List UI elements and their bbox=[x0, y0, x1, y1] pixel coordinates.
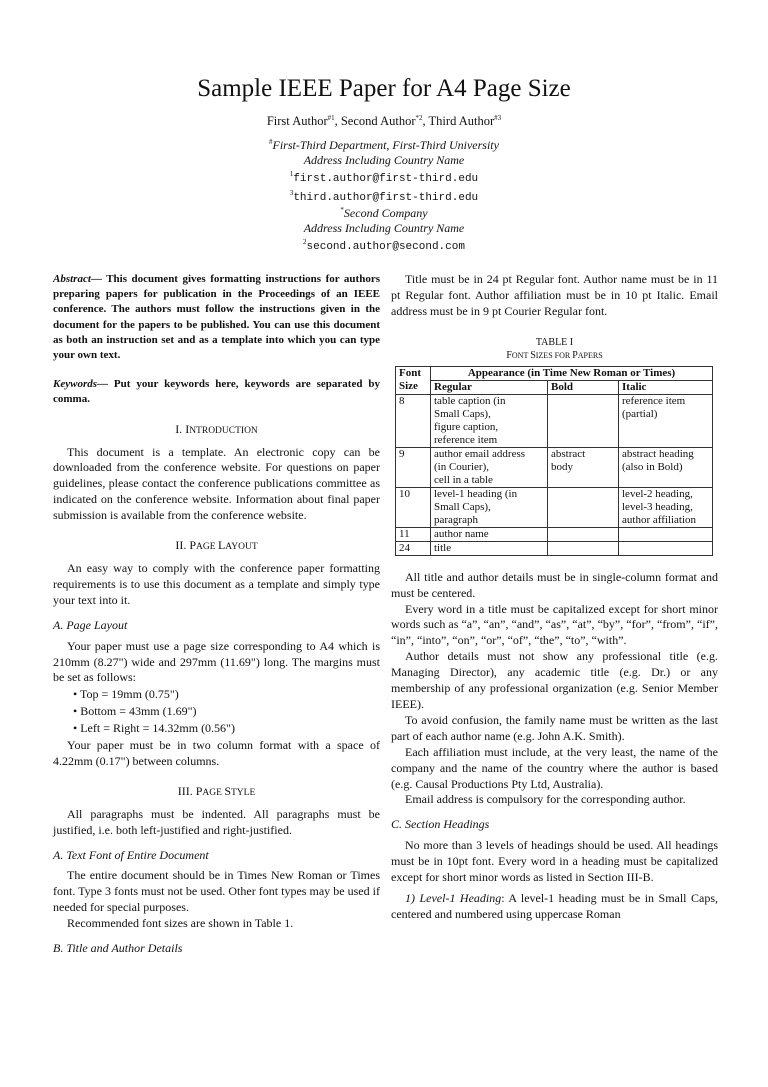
cell-italic: level-2 heading, level-3 heading, author affiliation bbox=[619, 487, 713, 527]
left-column bbox=[53, 272, 380, 962]
author-title-paragraph: Author details must not show any professional title (e.g. Managing Director), any academic title (e.g. Dr.) or any membership of any professional organization (e.g. Senior Member IEEE). bbox=[391, 649, 718, 711]
family-name-paragraph: To avoid confusion, the family name must be written as the last part of each author name (e.g. John A.K. Smith). bbox=[391, 712, 718, 743]
abstract-label: Abstract bbox=[53, 273, 91, 285]
level-1-heading-paragraph bbox=[391, 891, 718, 923]
table-title: FONT SIZES FOR PAPERS bbox=[506, 349, 603, 361]
cell-italic: abstract heading (also in Bold) bbox=[619, 447, 713, 487]
table-row bbox=[396, 487, 713, 527]
keywords bbox=[53, 377, 380, 407]
subsection-heading-page-layout: A. Page Layout bbox=[53, 617, 128, 632]
cell-regular: author email address (in Courier), cell in a table bbox=[431, 447, 548, 487]
email-1-marker: 1 bbox=[289, 170, 294, 178]
subsection-heading-text-font: A. Text Font of Entire Document bbox=[53, 847, 209, 862]
affiliation-2-marker: * bbox=[340, 206, 344, 214]
subsection-heading-title-author: B. Title and Author Details bbox=[53, 941, 183, 956]
author-separator: , bbox=[334, 114, 341, 128]
email-paragraph: Email address is compulsory for the corresponding author. bbox=[405, 792, 686, 807]
paper-title: Sample IEEE Paper for A4 Page Size bbox=[197, 75, 571, 102]
level-1-heading-text: : A level-1 heading must be in Small Caps, centered and numbered using uppercase Roman bbox=[391, 890, 718, 921]
cell-regular: level-1 heading (in Small Caps), paragraph bbox=[431, 487, 548, 527]
author-3: Third Author bbox=[428, 114, 495, 128]
cell-regular: table caption (in Small Caps), figure caption, reference item bbox=[431, 394, 548, 447]
subsection-heading-section-headings: C. Section Headings bbox=[391, 817, 490, 832]
table-row bbox=[396, 541, 713, 555]
cell-bold bbox=[548, 541, 619, 555]
header-italic: Italic bbox=[619, 380, 713, 394]
title-font-paragraph: Title must be in 24 pt Regular font. Author name must be in 11 pt Regular font. Author affiliation must be in 10 pt Italic. Email address must be in 9 pt Courier Regular font. bbox=[391, 272, 718, 318]
cell-italic bbox=[619, 541, 713, 555]
table-row bbox=[396, 527, 713, 541]
author-1: First Author bbox=[266, 114, 328, 128]
email-2-marker: 2 bbox=[303, 238, 307, 246]
page-size-paragraph: Your paper must use a page size corresponding to A4 which is 210mm (8.27") wide and 297mm (11.69") long. The margins must be set as follows: bbox=[53, 638, 380, 685]
level-1-heading-label: 1) Level-1 Heading bbox=[405, 890, 502, 905]
keywords-text: — Put your keywords here, keywords are separated by comma. bbox=[53, 378, 380, 406]
section-heading-page-layout: II. PAGE LAYOUT bbox=[175, 538, 258, 553]
font-sizes-reference: Recommended font sizes are shown in Table 1. bbox=[67, 916, 294, 931]
cell-bold bbox=[548, 394, 619, 447]
margin-list bbox=[53, 687, 380, 737]
cell-italic: reference item (partial) bbox=[619, 394, 713, 447]
author-3-marker: #3 bbox=[494, 113, 502, 122]
table-caption bbox=[391, 336, 718, 362]
text-font-paragraph: The entire document should be in Times New Roman or Times font. Type 3 fonts must not be used. Other font types may be used if needed for special purposes. bbox=[53, 868, 380, 915]
author-2: Second Author bbox=[340, 114, 416, 128]
margin-item-top: • Top = 19mm (0.75") bbox=[73, 687, 179, 702]
introduction-paragraph: This document is a template. An electronic copy can be downloaded from the conference website. For questions on paper guidelines, please contact the conference publications committee as indicated on the conference website. Information about final paper submission is available from the conference website. bbox=[53, 444, 380, 523]
affiliation-2-company: Second Company bbox=[343, 206, 428, 220]
email-3[interactable]: third.author@first-third.edu bbox=[293, 192, 479, 204]
cell-regular: author name bbox=[431, 527, 548, 541]
cell-italic bbox=[619, 527, 713, 541]
table-row bbox=[396, 447, 713, 487]
table-header-row bbox=[396, 366, 713, 380]
cell-size: 10 bbox=[396, 487, 431, 527]
author-separator: , bbox=[422, 114, 429, 128]
cell-bold: abstract body bbox=[548, 447, 619, 487]
margin-item-bottom: • Bottom = 43mm (1.69") bbox=[73, 704, 197, 719]
header-font-size: Font Size bbox=[396, 366, 431, 394]
abstract bbox=[53, 272, 380, 363]
column-format-paragraph: Your paper must be in two column format with a space of 4.22mm (0.17") between columns. bbox=[53, 738, 380, 768]
capitalization-paragraph: Every word in a title must be capitalized except for short minor words such as “a”, “an”, “and”, “as”, “at”, “by”, “for”, “from”, “if”, “in”, “into”, “on”, “or”, “of”, “the”, “to”, “with”. bbox=[391, 601, 718, 648]
page-layout-paragraph: An easy way to comply with the conference paper formatting requirements is to use this document as a template and simply type your text into it. bbox=[53, 560, 380, 607]
right-column bbox=[391, 272, 718, 923]
cell-bold bbox=[548, 527, 619, 541]
author-list bbox=[0, 113, 768, 129]
page-style-paragraph: All paragraphs must be indented. All paragraphs must be justified, i.e. both left-justified and right-justified. bbox=[53, 806, 380, 837]
cell-regular: title bbox=[431, 541, 548, 555]
email-2[interactable]: second.author@second.com bbox=[306, 241, 465, 253]
cell-size: 24 bbox=[396, 541, 431, 555]
affiliation-1 bbox=[0, 138, 768, 206]
table-row bbox=[396, 394, 713, 447]
keywords-label: Keywords bbox=[53, 378, 97, 391]
single-column-paragraph: All title and author details must be in single-column format and must be centered. bbox=[391, 569, 718, 600]
header-bold: Bold bbox=[548, 380, 619, 394]
section-heading-page-style: III. PAGE STYLE bbox=[177, 783, 256, 798]
cell-size: 9 bbox=[396, 447, 431, 487]
affiliation-1-dept: First-Third Department, First-Third University bbox=[272, 138, 499, 152]
affiliation-1-address: Address Including Country Name bbox=[303, 153, 465, 167]
font-sizes-table bbox=[395, 366, 713, 556]
cell-size: 11 bbox=[396, 527, 431, 541]
affiliation-1-marker: # bbox=[269, 138, 273, 146]
email-3-marker: 3 bbox=[289, 189, 294, 197]
header-regular: Regular bbox=[431, 380, 548, 394]
margin-item-left-right: • Left = Right = 14.32mm (0.56") bbox=[73, 721, 235, 736]
cell-size: 8 bbox=[396, 394, 431, 447]
affiliation-2-address: Address Including Country Name bbox=[303, 221, 465, 235]
author-1-marker: #1 bbox=[327, 113, 335, 122]
header-appearance: Appearance (in Time New Roman or Times) bbox=[431, 366, 713, 380]
email-1[interactable]: first.author@first-third.edu bbox=[293, 173, 479, 185]
abstract-text: — This document gives formatting instructions for authors preparing papers for publication in the Proceedings of an IEEE conference. The authors must follow the instructions given in the document for the papers to be published. You can use this document as both an instruction set and as a template into which you can type your own text. bbox=[53, 273, 380, 362]
cell-bold bbox=[548, 487, 619, 527]
author-2-marker: *2 bbox=[415, 113, 423, 122]
affiliation-2 bbox=[0, 206, 768, 255]
section-heading-introduction: I. INTRODUCTION bbox=[175, 421, 258, 436]
table-subheader-row bbox=[396, 380, 713, 394]
table-label: TABLE I bbox=[535, 336, 574, 348]
headings-paragraph: No more than 3 levels of headings should be used. All headings must be in 10pt font. Every word in a heading must be capitalized except for short minor words as listed in Section III-B. bbox=[391, 838, 718, 885]
affiliation-paragraph: Each affiliation must include, at the very least, the name of the company and the name of the country where the author is based (e.g. Causal Productions Pty Ltd, Australia). bbox=[391, 744, 718, 791]
